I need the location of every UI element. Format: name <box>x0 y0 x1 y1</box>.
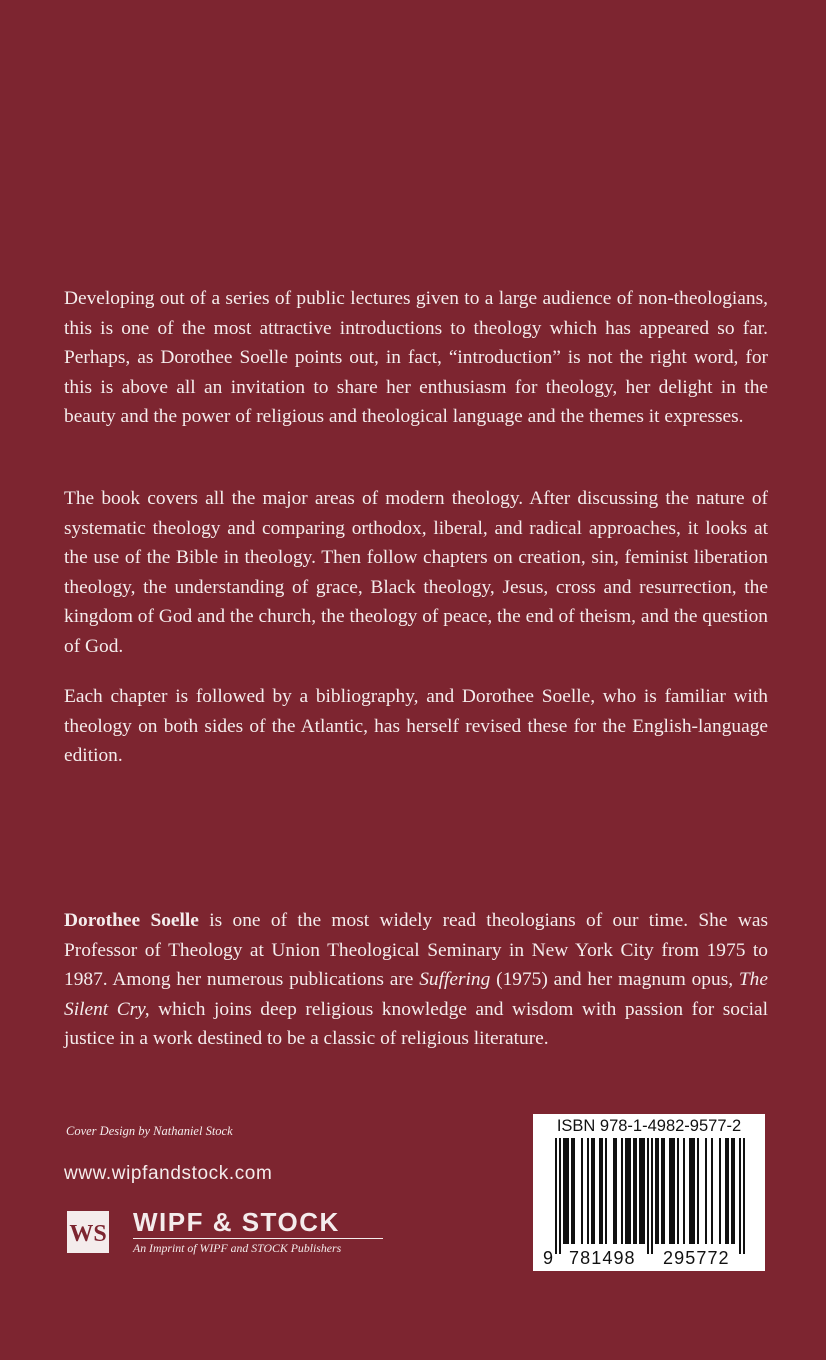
barcode-bar <box>555 1138 557 1254</box>
barcode-bar <box>593 1138 595 1244</box>
barcode-bar <box>661 1138 663 1244</box>
barcode-bar <box>657 1138 659 1244</box>
author-name: Dorothee Soelle <box>64 910 199 931</box>
barcode-bar <box>673 1138 675 1244</box>
barcode-bar <box>739 1138 741 1254</box>
barcode-bar <box>643 1138 645 1244</box>
bio-text-1: is one of the most widely read theologians of our time. She was Professor of Theology at Union Theological Seminary in New York City from 1975 to 1987. Among her numerous publications are <box>64 910 768 990</box>
barcode-bar <box>613 1138 615 1244</box>
barcode-bar <box>663 1138 665 1244</box>
barcode-bar <box>621 1138 623 1244</box>
barcode-bar <box>639 1138 641 1244</box>
barcode-bar <box>671 1138 673 1244</box>
barcode-bar <box>669 1138 671 1244</box>
barcode-bar <box>601 1138 603 1244</box>
barcode-bar <box>567 1138 569 1244</box>
barcode-bar <box>697 1138 699 1244</box>
barcode-bar <box>571 1138 573 1244</box>
isbn-label: ISBN 978-1-4982-9577-2 <box>556 1117 742 1135</box>
barcode-bar <box>711 1138 713 1244</box>
barcode-bars <box>533 1114 765 1271</box>
barcode-bar <box>655 1138 657 1244</box>
book-title-silent-cry: The Silent Cry, <box>64 969 768 1020</box>
barcode-bar <box>591 1138 593 1244</box>
barcode-bar <box>563 1138 565 1244</box>
barcode-bar <box>565 1138 567 1244</box>
barcode-bar <box>727 1138 729 1244</box>
barcode-bar <box>651 1138 653 1254</box>
bio-text-2: (1975) and her magnum opus, <box>490 969 739 990</box>
barcode-bar <box>635 1138 637 1244</box>
barcode-bar <box>719 1138 721 1244</box>
barcode-first-digit: 9 <box>543 1248 555 1268</box>
barcode-bar <box>629 1138 631 1244</box>
blurb-paragraph-3: Each chapter is followed by a bibliography, and Dorothee Soelle, who is familiar with theology on both sides of the Atlantic, has herself revised these for the English-language edition. <box>64 686 768 766</box>
publisher-name: WIPF & STOCK <box>133 1207 340 1237</box>
isbn-barcode <box>533 1114 765 1271</box>
publisher-website: www.wipfandstock.com <box>64 1163 273 1184</box>
bio-text-3: which joins deep religious knowledge and wisdom with passion for social justice in a work destined to be a classic of religious literature. <box>64 998 768 1049</box>
barcode-bar <box>647 1138 649 1254</box>
barcode-bar <box>599 1138 601 1244</box>
publisher-logo-rule <box>133 1238 383 1239</box>
barcode-bar <box>627 1138 629 1244</box>
barcode-bar <box>693 1138 695 1244</box>
barcode-right-digits: 295772 <box>663 1248 730 1268</box>
publisher-logo-icon <box>66 1210 110 1254</box>
cover-design-credit: Cover Design by Nathaniel Stock <box>66 1124 233 1138</box>
blurb-paragraph-1: Developing out of a series of public lectures given to a large audience of non-theologians, this is one of the most attractive introductions to theology which has appeared so far. Perhaps, as Dorothee Soelle points out, in fact, “introduction” is not the right word, for this is above all an invitation to share her enthusiasm for theology, her delight in the beauty and the power of religious and theological language and the themes it expresses. <box>64 288 768 427</box>
barcode-bar <box>689 1138 691 1244</box>
barcode-bar <box>625 1138 627 1244</box>
barcode-bar <box>587 1138 589 1244</box>
blurb-paragraph-2: The book covers all the major areas of modern theology. After discussing the nature of systematic theology and comparing orthodox, liberal, and radical approaches, it looks at the use of the Bible in theology. Then follow chapters on creation, sin, feminist liberation theology, the understanding of grace, Black theology, Jesus, cross and resurrection, the kingdom of God and the church, the theology of peace, the end of theism, and the question of God. <box>64 488 768 657</box>
logo-letters: WS <box>69 1221 107 1247</box>
publisher-tagline: An Imprint of WIPF and STOCK Publishers <box>133 1241 342 1255</box>
barcode-bar <box>743 1138 745 1254</box>
barcode-bar <box>691 1138 693 1244</box>
barcode-bar <box>573 1138 575 1244</box>
barcode-bar <box>725 1138 727 1244</box>
barcode-bar <box>731 1138 733 1244</box>
barcode-bar <box>705 1138 707 1244</box>
barcode-bar <box>559 1138 561 1254</box>
barcode-bar <box>633 1138 635 1244</box>
barcode-bar <box>641 1138 643 1244</box>
barcode-bar <box>615 1138 617 1244</box>
barcode-bar <box>733 1138 735 1244</box>
barcode-bar <box>677 1138 679 1244</box>
barcode-left-digits: 781498 <box>569 1248 636 1268</box>
barcode-bar <box>581 1138 583 1244</box>
author-bio <box>64 906 768 1054</box>
barcode-bar <box>605 1138 607 1244</box>
book-title-suffering: Suffering <box>419 969 491 990</box>
barcode-bar <box>683 1138 685 1244</box>
